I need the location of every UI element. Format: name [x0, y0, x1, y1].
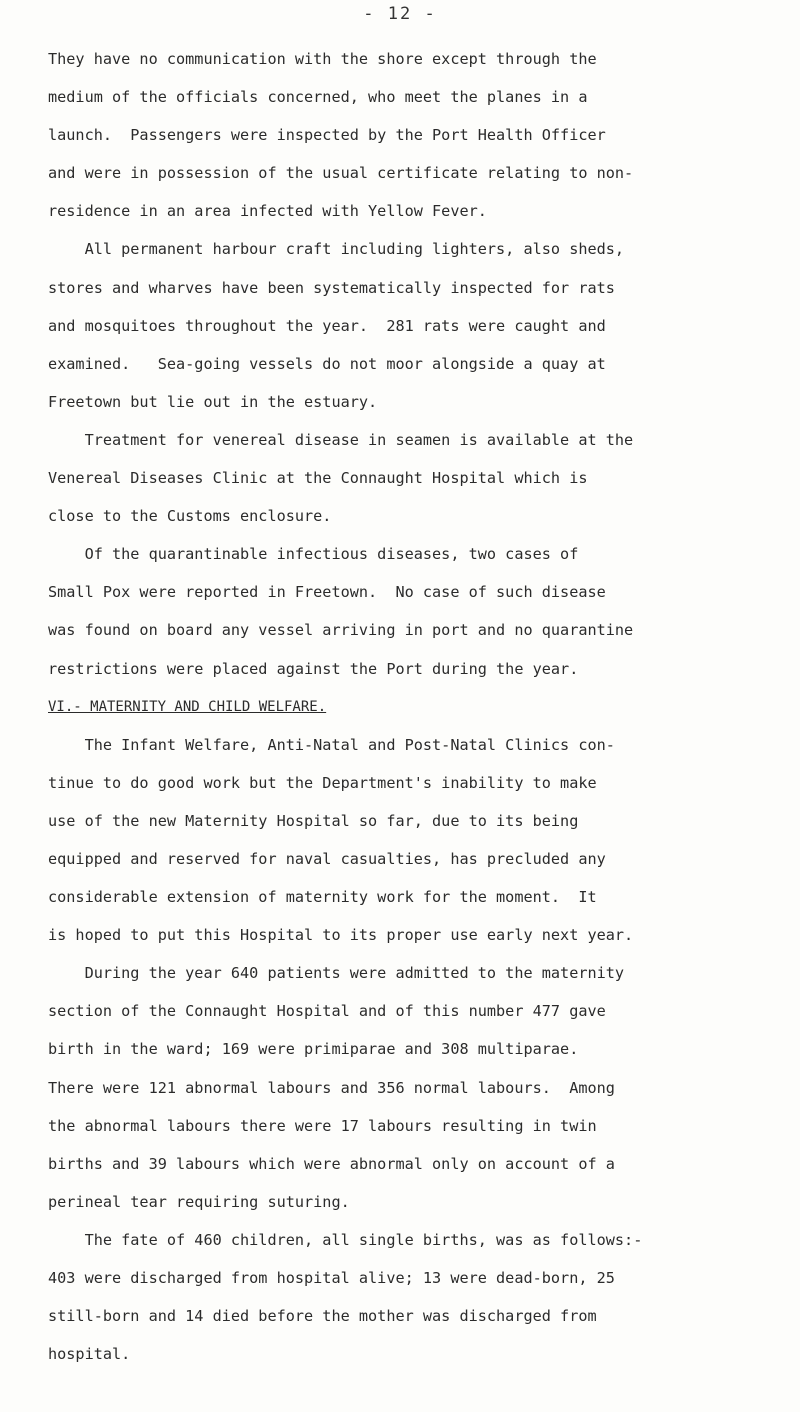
section-heading-text: VI.- MATERNITY AND CHILD WELFARE. — [48, 698, 327, 715]
text-line: residence in an area infected with Yellow Fever. — [48, 202, 487, 221]
section-heading — [48, 688, 768, 726]
text-line: They have no communication with the shore except through the — [48, 50, 597, 68]
text-line: Small Pox were reported in Freetown. No case of such disease — [48, 583, 606, 602]
text-line: Treatment for venereal disease in seamen is available at the — [48, 430, 634, 449]
text-line: launch. Passengers were inspected by the Port Health Officer — [48, 126, 606, 145]
page-number: - 12 - — [363, 4, 437, 24]
text-line: Venereal Diseases Clinic at the Connaught Hospital which is — [48, 469, 588, 488]
text-line: the abnormal labours there were 17 labours resulting in twin — [48, 1116, 597, 1135]
text-line: medium of the officials concerned, who meet the planes in a — [48, 88, 588, 107]
text-line: use of the new Maternity Hospital so far, due to its being — [48, 811, 579, 830]
text-line: 403 were discharged from hospital alive; 13 were dead-born, 25 — [48, 1269, 615, 1287]
text-line: perineal tear requiring suturing. — [48, 1192, 350, 1211]
text-line: and were in possession of the usual certificate relating to non- — [48, 164, 634, 183]
text-line: still-born and 14 died before the mother was discharged from — [48, 1307, 597, 1326]
text-line: section of the Connaught Hospital and of this number 477 gave — [48, 1002, 606, 1021]
text-line: is hoped to put this Hospital to its proper use early next year. — [48, 926, 634, 945]
text-line: The Infant Welfare, Anti-Natal and Post-Natal Clinics con- — [48, 735, 615, 754]
text-line: There were 121 abnormal labours and 356 normal labours. Among — [48, 1078, 615, 1097]
text-line: and mosquitoes throughout the year. 281 rats were caught and — [48, 316, 606, 335]
text-line: All permanent harbour craft including lighters, also sheds, — [48, 240, 625, 259]
text-line: The fate of 460 children, all single births, was as follows:- — [48, 1230, 643, 1249]
text-line: hospital. — [48, 1345, 131, 1364]
text-line: was found on board any vessel arriving in port and no quarantine — [48, 621, 634, 640]
text-line: equipped and reserved for naval casualties, has precluded any — [48, 849, 606, 868]
text-line: birth in the ward; 169 were primiparae and 308 multiparae. — [48, 1040, 579, 1059]
text-line: restrictions were placed against the Port during the year. — [48, 659, 579, 678]
text-line: stores and wharves have been systematically inspected for rats — [48, 278, 615, 297]
text-line: tinue to do good work but the Department's inability to make — [48, 773, 597, 792]
text-line: births and 39 labours which were abnormal only on account of a — [48, 1154, 615, 1173]
text-line: close to the Customs enclosure. — [48, 507, 332, 526]
text-line: Of the quarantinable infectious diseases, two cases of — [48, 545, 579, 564]
text-line: During the year 640 patients were admitted to the maternity — [48, 964, 625, 983]
text-line: considerable extension of maternity work for the moment. It — [48, 888, 597, 907]
text-line: Freetown but lie out in the estuary. — [48, 392, 378, 411]
text-line: examined. Sea-going vessels do not moor alongside a quay at — [48, 354, 606, 373]
body-text — [48, 40, 768, 1373]
